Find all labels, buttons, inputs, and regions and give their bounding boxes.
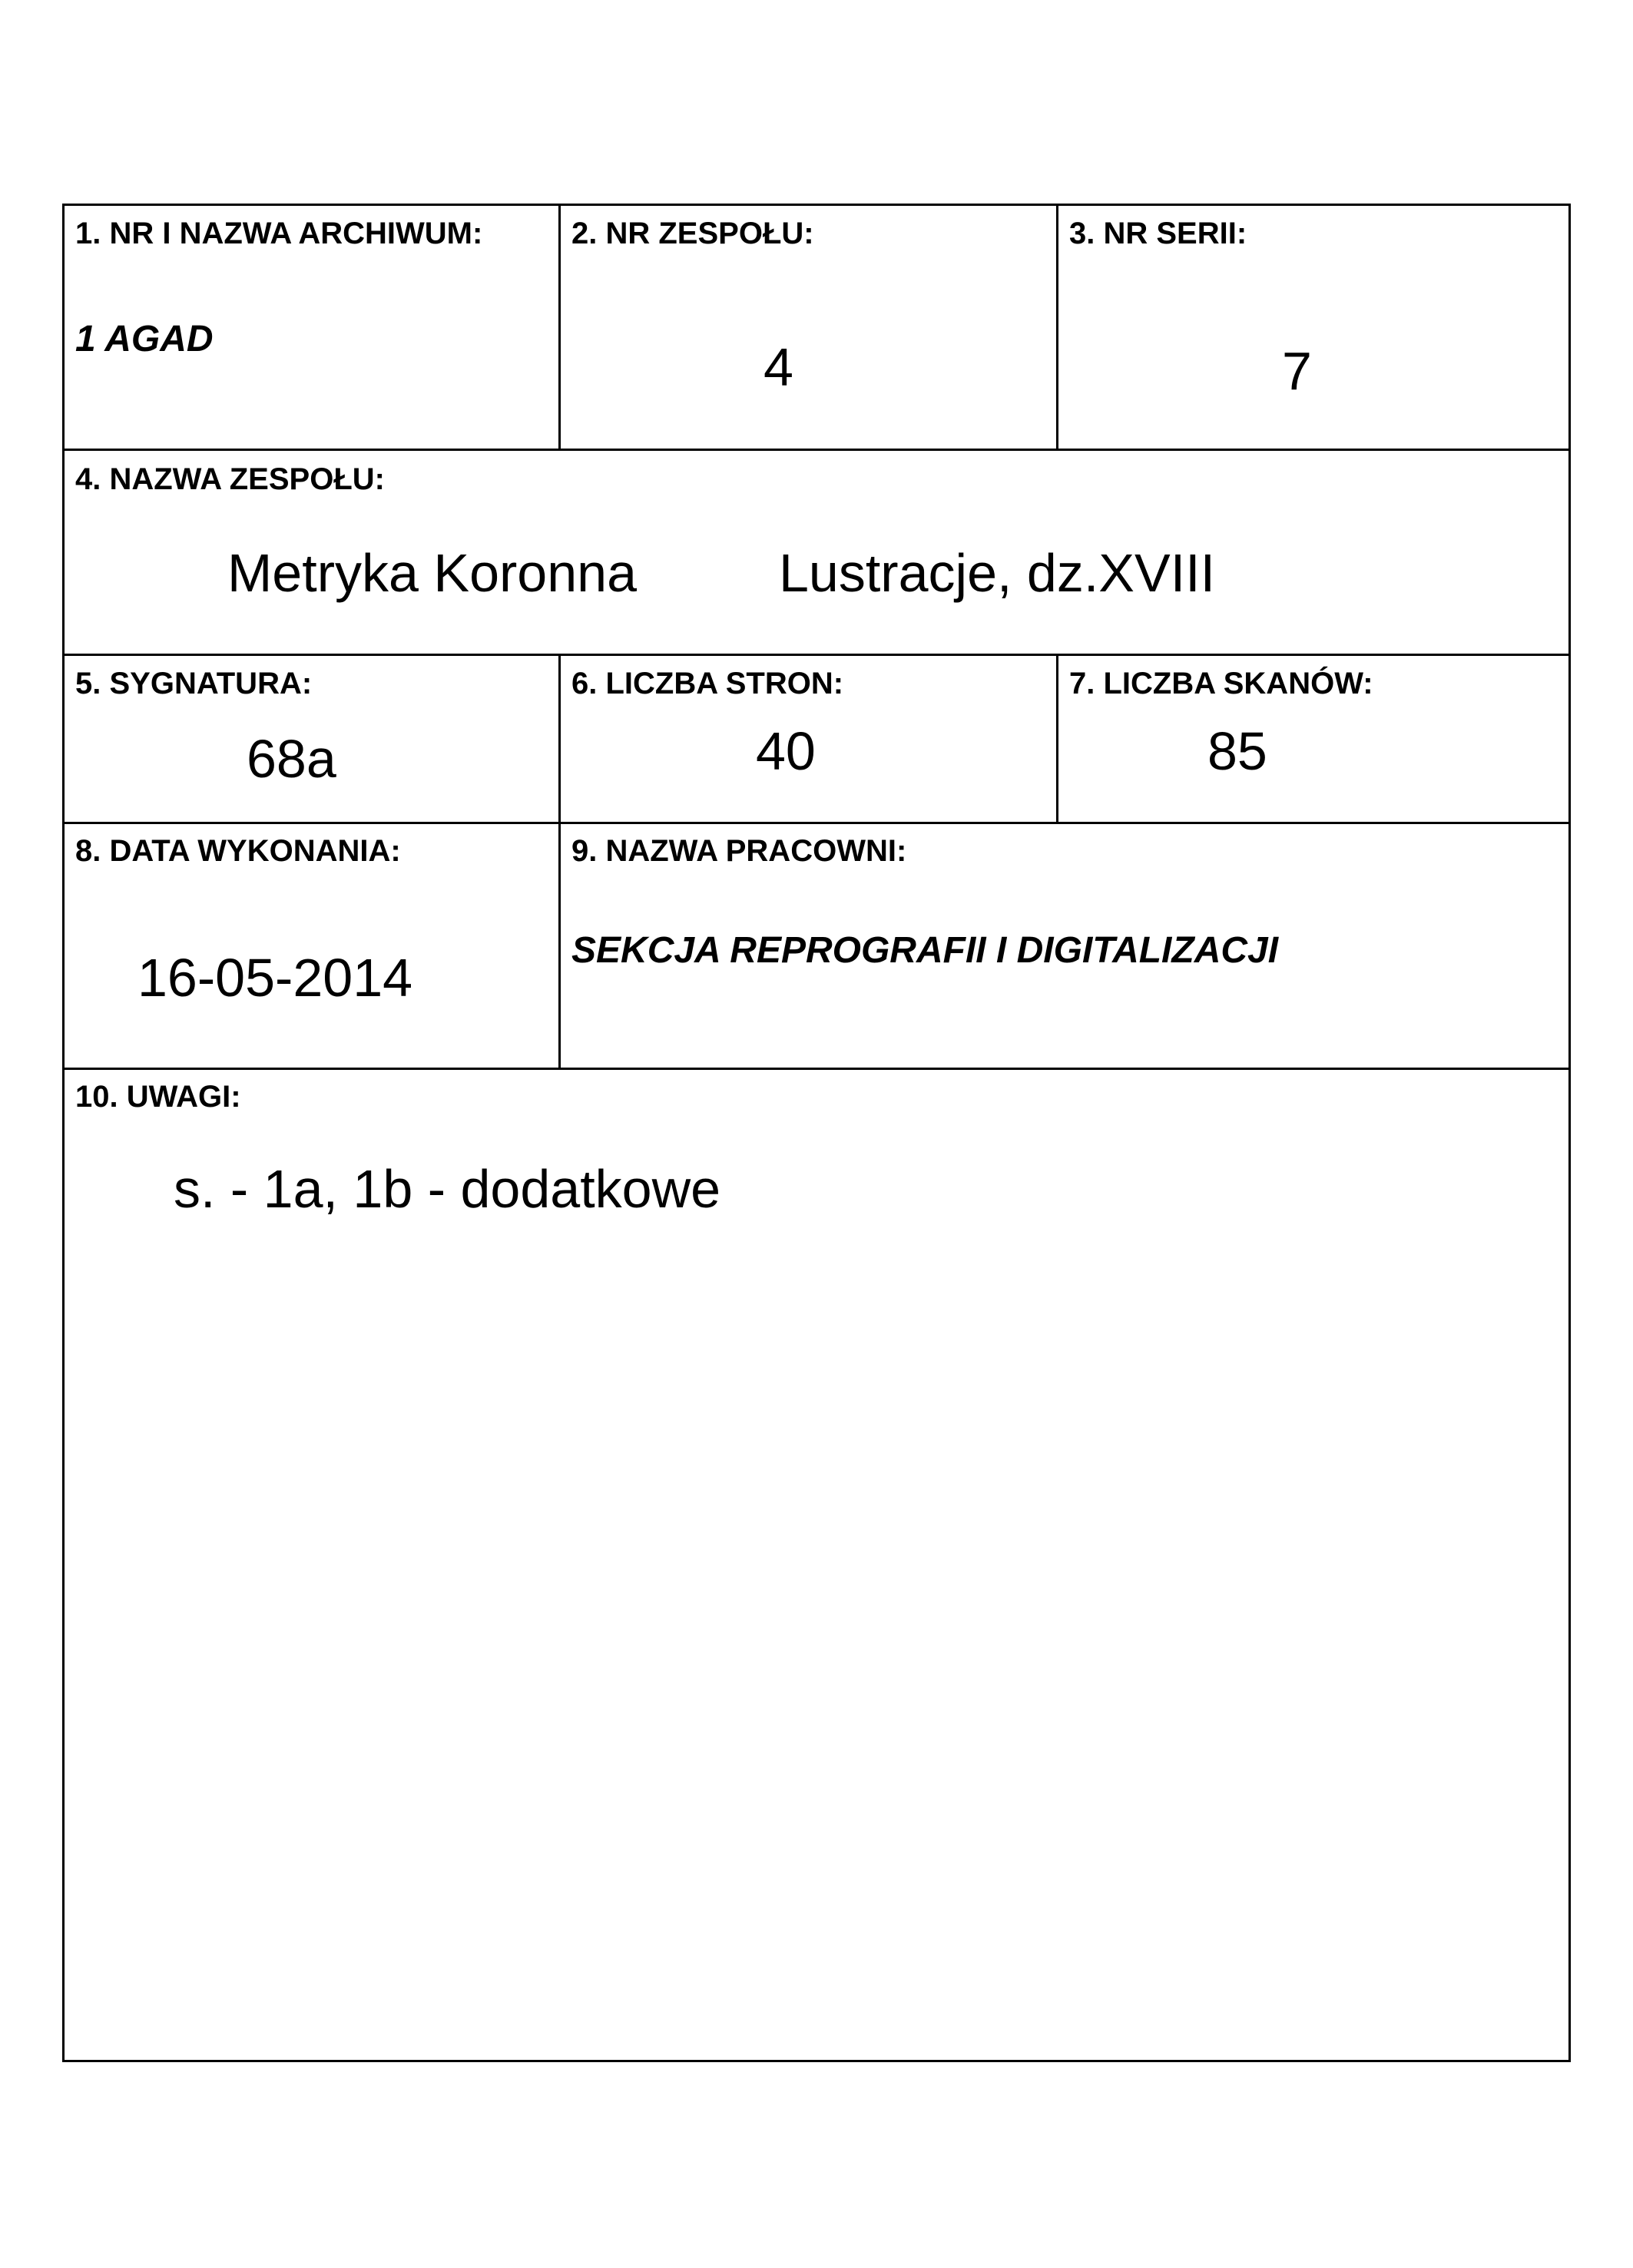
row-divider [65,1068,1568,1070]
field-label-series: 3. NR SERII: [1069,217,1247,250]
field-value-series: 7 [1282,341,1312,401]
field-value-archive: 1 AGAD [75,319,214,359]
row-divider [65,822,1568,824]
field-label-page-count: 6. LICZBA STRON: [571,667,844,700]
field-value-fond-name-part2: Lustracje, dz.XVIII [779,543,1216,603]
field-label-fond-number: 2. NR ZESPOŁU: [571,217,814,250]
field-label-scan-count: 7. LICZBA SKANÓW: [1069,667,1373,700]
col-divider [558,822,561,1068]
field-label-signature: 5. SYGNATURA: [75,667,313,700]
field-value-page-count: 40 [756,721,816,781]
field-value-date: 16-05-2014 [137,948,413,1008]
field-label-workshop: 9. NAZWA PRACOWNI: [571,834,907,868]
col-divider [558,206,561,449]
field-label-notes: 10. UWAGI: [75,1080,241,1114]
row-divider [65,449,1568,451]
metadata-form [62,204,1571,2062]
field-value-signature: 68a [247,729,336,789]
field-value-fond-number: 4 [764,337,793,397]
col-divider [1056,654,1058,822]
field-value-scan-count: 85 [1207,721,1267,781]
field-value-notes: s. - 1a, 1b - dodatkowe [174,1159,721,1219]
col-divider [1056,206,1058,449]
col-divider [558,654,561,822]
field-label-fond-name: 4. NAZWA ZESPOŁU: [75,462,385,496]
field-label-archive: 1. NR I NAZWA ARCHIWUM: [75,217,483,250]
row-divider [65,654,1568,656]
field-label-date: 8. DATA WYKONANIA: [75,834,401,868]
field-value-workshop: SEKCJA REPROGRAFII I DIGITALIZACJI [571,930,1279,971]
field-value-fond-name-part1: Metryka Koronna [227,543,638,603]
